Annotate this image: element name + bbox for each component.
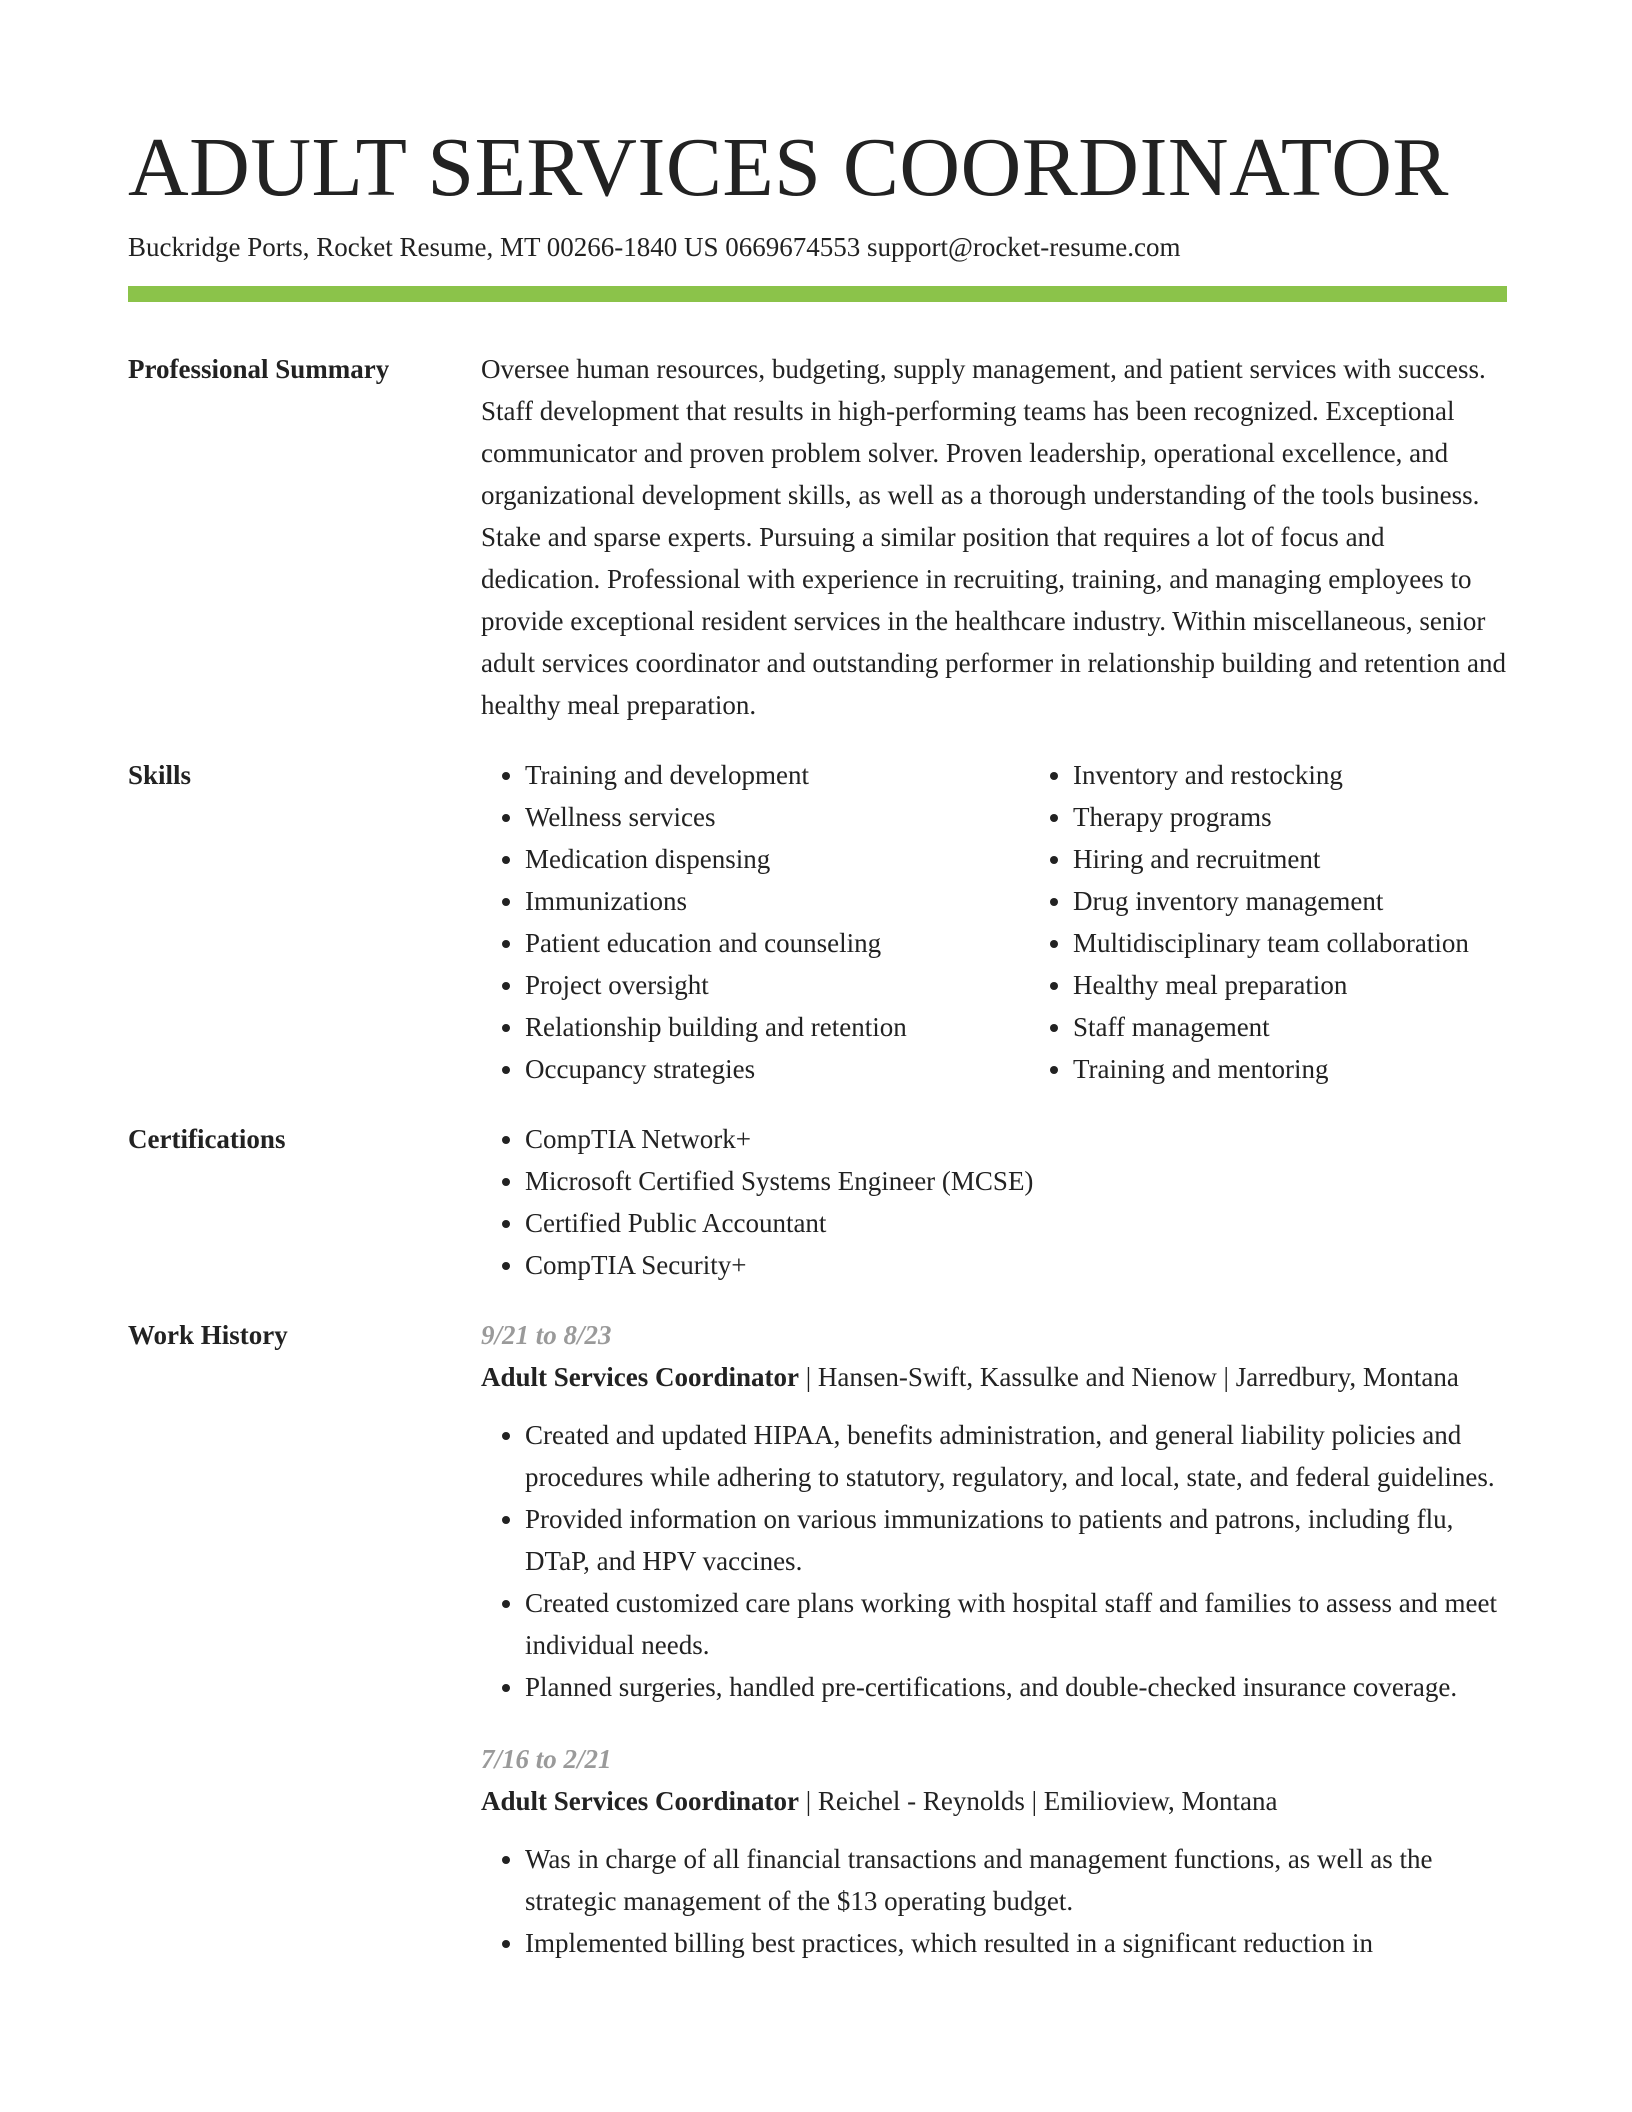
certification-item: • Certified Public Accountant [525, 1202, 1507, 1244]
certifications-section [128, 1118, 1507, 1286]
skill-item: • Immunizations [525, 880, 1029, 922]
skill-item: • Project oversight [525, 964, 1029, 1006]
skills-section [128, 754, 1507, 1090]
job-employer-location: | Hansen-Swift, Kassulke and Nienow | Jarredbury, Montana [798, 1362, 1459, 1392]
skill-item: • Staff management [1073, 1006, 1577, 1048]
skill-item: • Occupancy strategies [525, 1048, 1029, 1090]
skills-list-right [1029, 754, 1577, 1090]
job-dates: 7/16 to 2/21 [481, 1744, 612, 1774]
skill-item: • Inventory and restocking [1073, 754, 1577, 796]
work-history-body [481, 1314, 1507, 1994]
skill-item: • Drug inventory management [1073, 880, 1577, 922]
job-title: Adult Services Coordinator [481, 1786, 799, 1816]
job-heading [481, 1780, 1507, 1822]
job-dates: 9/21 to 8/23 [481, 1320, 612, 1350]
skill-item: • Therapy programs [1073, 796, 1577, 838]
job-bullet: • Was in charge of all financial transactions and management functions, as well as the strategic management of the $13 operating budget. [525, 1838, 1507, 1922]
skill-item: • Medication dispensing [525, 838, 1029, 880]
certification-item: • CompTIA Network+ [525, 1118, 1507, 1160]
job-title: Adult Services Coordinator [481, 1362, 799, 1392]
skill-item: • Training and development [525, 754, 1029, 796]
resume-name: ADULT SERVICES COORDINATOR [128, 121, 1449, 214]
skill-item: • Relationship building and retention [525, 1006, 1029, 1048]
job-bullet: • Planned surgeries, handled pre-certifications, and double-checked insurance coverage. [525, 1666, 1507, 1708]
skill-item: • Hiring and recruitment [1073, 838, 1577, 880]
skill-item: • Wellness services [525, 796, 1029, 838]
certifications-label: Certifications [128, 1124, 286, 1154]
summary-section [128, 348, 1507, 726]
skill-item: • Training and mentoring [1073, 1048, 1577, 1090]
job-bullets [481, 1838, 1507, 1964]
job-heading [481, 1356, 1507, 1398]
work-history-label: Work History [128, 1320, 288, 1350]
job-bullet: • Created customized care plans working with hospital staff and families to assess and meet individual needs. [525, 1582, 1507, 1666]
work-history-section [128, 1314, 1507, 1994]
certification-item: • CompTIA Security+ [525, 1244, 1507, 1286]
certifications-list [481, 1118, 1507, 1286]
contact-line: Buckridge Ports, Rocket Resume, MT 00266-1840 US 0669674553 support@rocket-resume.com [128, 232, 1181, 262]
certifications-body [481, 1118, 1507, 1286]
skills-list-left [481, 754, 1029, 1090]
summary-body [481, 348, 1507, 726]
job-bullet: • Created and updated HIPAA, benefits administration, and general liability policies and procedures while adhering to statutory, regulatory, and local, state, and federal guidelines. [525, 1414, 1507, 1498]
job-bullet: • Provided information on various immunizations to patients and patrons, including flu, DTaP, and HPV vaccines. [525, 1498, 1507, 1582]
job-entry [481, 1314, 1507, 1708]
job-bullets [481, 1414, 1507, 1708]
summary-text: Oversee human resources, budgeting, supply management, and patient services with success. Staff development that results in high-performing teams has been recognized. Exceptional communicator and proven problem solver. Proven leadership, operational excellence, and organizational development skills, as well as a thorough understanding of the tools business. Stake and sparse experts. Pursuing a similar position that requires a lot of focus and dedication. Professional with experience in recruiting, training, and managing employees to provide exceptional resident services in the healthcare industry. Within miscellaneous, senior adult services coordinator and outstanding performer in relationship building and retention and healthy meal preparation. [481, 354, 1506, 720]
resume-sections [128, 348, 1507, 2022]
skills-label: Skills [128, 760, 192, 790]
job-bullet: • Implemented billing best practices, which resulted in a significant reduction in [525, 1922, 1507, 1964]
summary-label: Professional Summary [128, 354, 390, 384]
skill-item: • Multidisciplinary team collaboration [1073, 922, 1577, 964]
certification-item: • Microsoft Certified Systems Engineer (MCSE) [525, 1160, 1507, 1202]
job-entry [481, 1738, 1507, 1964]
skill-item: • Healthy meal preparation [1073, 964, 1577, 1006]
skill-item: • Patient education and counseling [525, 922, 1029, 964]
skills-columns [481, 754, 1577, 1090]
job-employer-location: | Reichel - Reynolds | Emilioview, Montana [798, 1786, 1278, 1816]
header-accent-rule [128, 286, 1507, 302]
